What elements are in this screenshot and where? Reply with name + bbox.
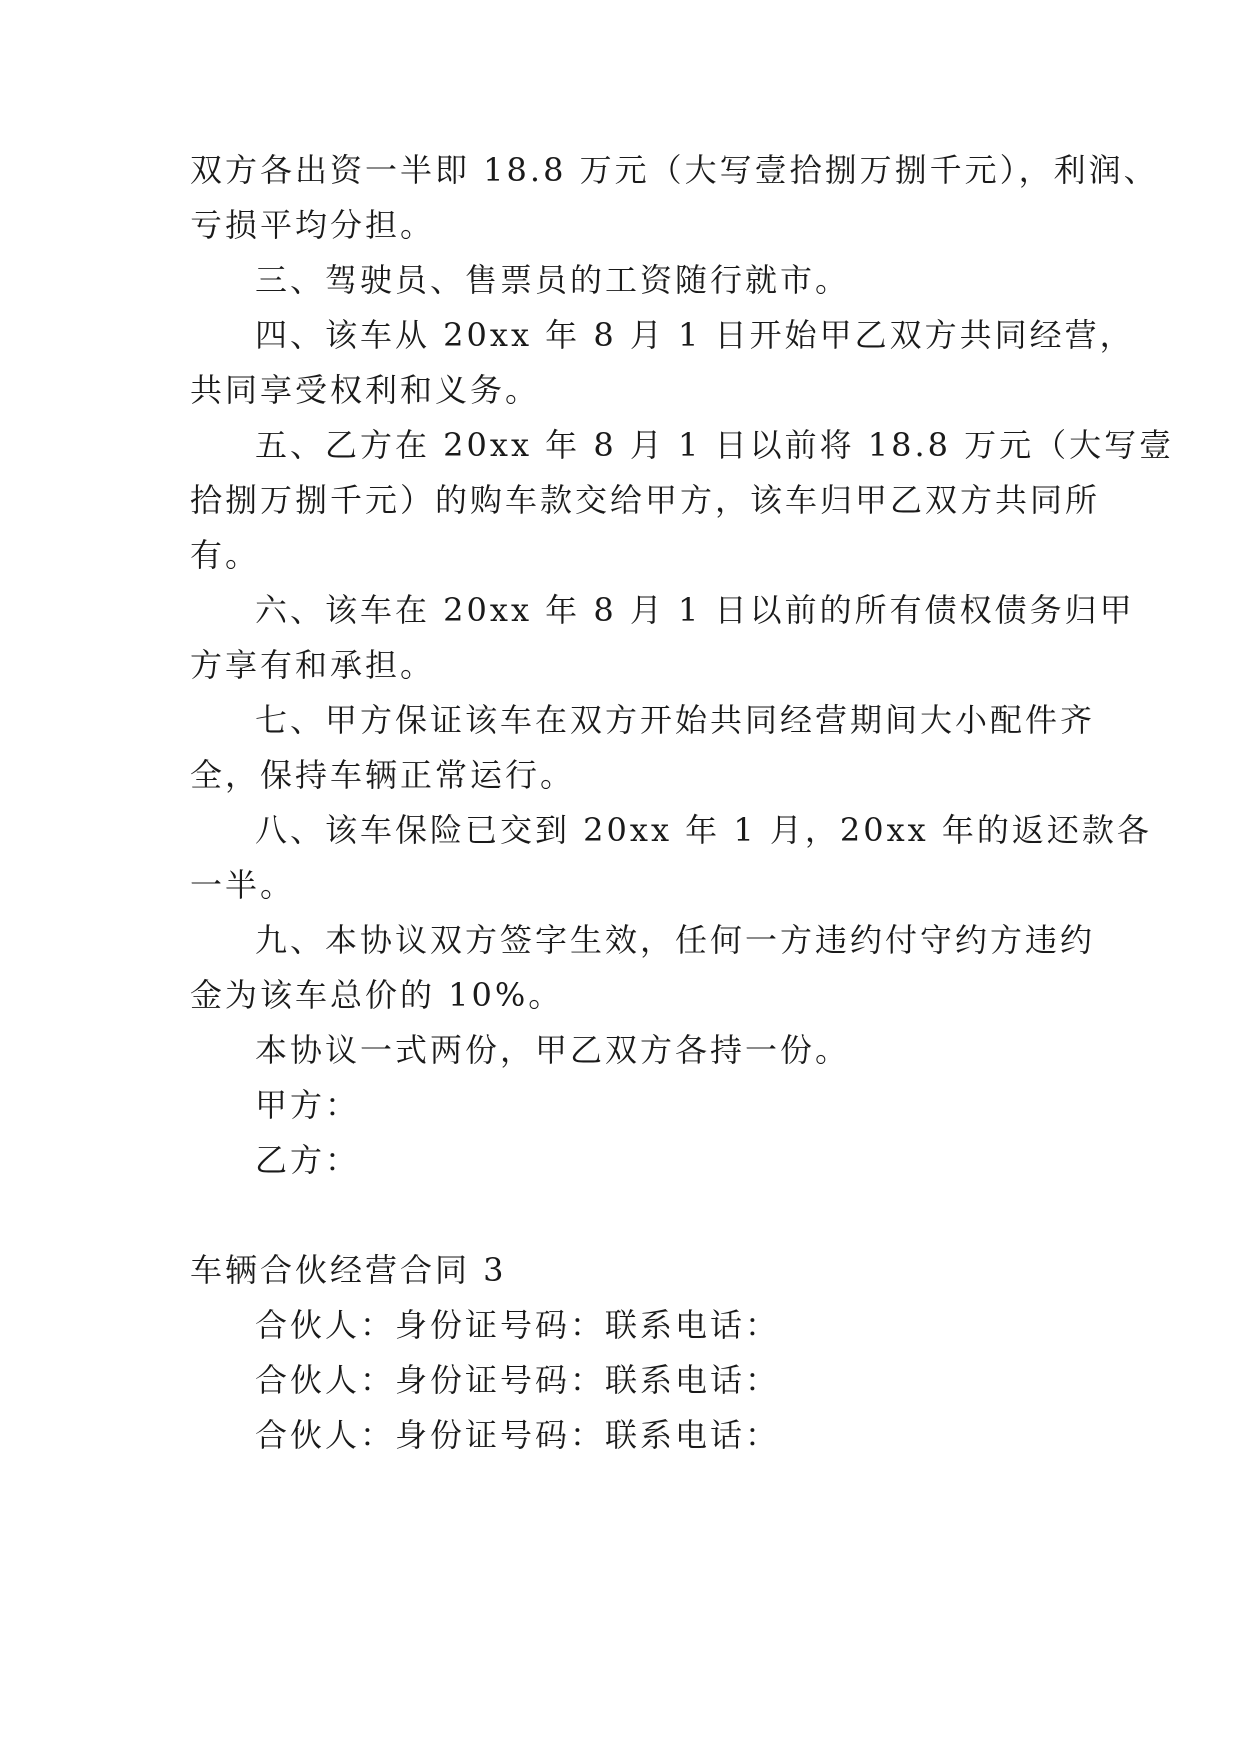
party-b-signature-label: 乙方： — [255, 1141, 361, 1179]
section-title: 车辆合伙经营合同 3 — [190, 1251, 507, 1289]
partner-info-line: 合伙人：身份证号码：联系电话： — [255, 1306, 781, 1344]
party-a-signature-label: 甲方： — [255, 1086, 361, 1124]
paragraph-line: 拾捌万捌千元）的购车款交给甲方，该车归甲乙双方共同所 — [190, 481, 1101, 519]
paragraph-line: 全，保持车辆正常运行。 — [190, 756, 576, 794]
clause-7: 七、甲方保证该车在双方开始共同经营期间大小配件齐 — [255, 701, 1096, 739]
paragraph-line: 金为该车总价的 10%。 — [190, 976, 564, 1014]
paragraph-line: 一半。 — [190, 866, 296, 904]
partner-info-line: 合伙人：身份证号码：联系电话： — [255, 1416, 781, 1454]
clause-6: 六、该车在 20xx 年 8 月 1 日以前的所有债权债务归甲 — [255, 591, 1135, 629]
copies-statement: 本协议一式两份，甲乙双方各持一份。 — [255, 1031, 851, 1069]
clause-5: 五、乙方在 20xx 年 8 月 1 日以前将 18.8 万元（大写壹 — [255, 426, 1175, 464]
paragraph-line: 亏损平均分担。 — [190, 206, 436, 244]
paragraph-line: 有。 — [190, 536, 261, 574]
clause-9: 九、本协议双方签字生效，任何一方违约付守约方违约 — [255, 921, 1096, 959]
clause-3: 三、驾驶员、售票员的工资随行就市。 — [255, 261, 851, 299]
paragraph-line: 共同享受权利和义务。 — [190, 371, 541, 409]
paragraph-line: 方享有和承担。 — [190, 646, 436, 684]
clause-4: 四、该车从 20xx 年 8 月 1 日开始甲乙双方共同经营， — [255, 316, 1135, 354]
partner-info-line: 合伙人：身份证号码：联系电话： — [255, 1361, 781, 1399]
paragraph-line: 双方各出资一半即 18.8 万元（大写壹拾捌万捌千元），利润、 — [190, 151, 1159, 189]
clause-8: 八、该车保险已交到 20xx 年 1 月，20xx 年的返还款各 — [255, 811, 1152, 849]
